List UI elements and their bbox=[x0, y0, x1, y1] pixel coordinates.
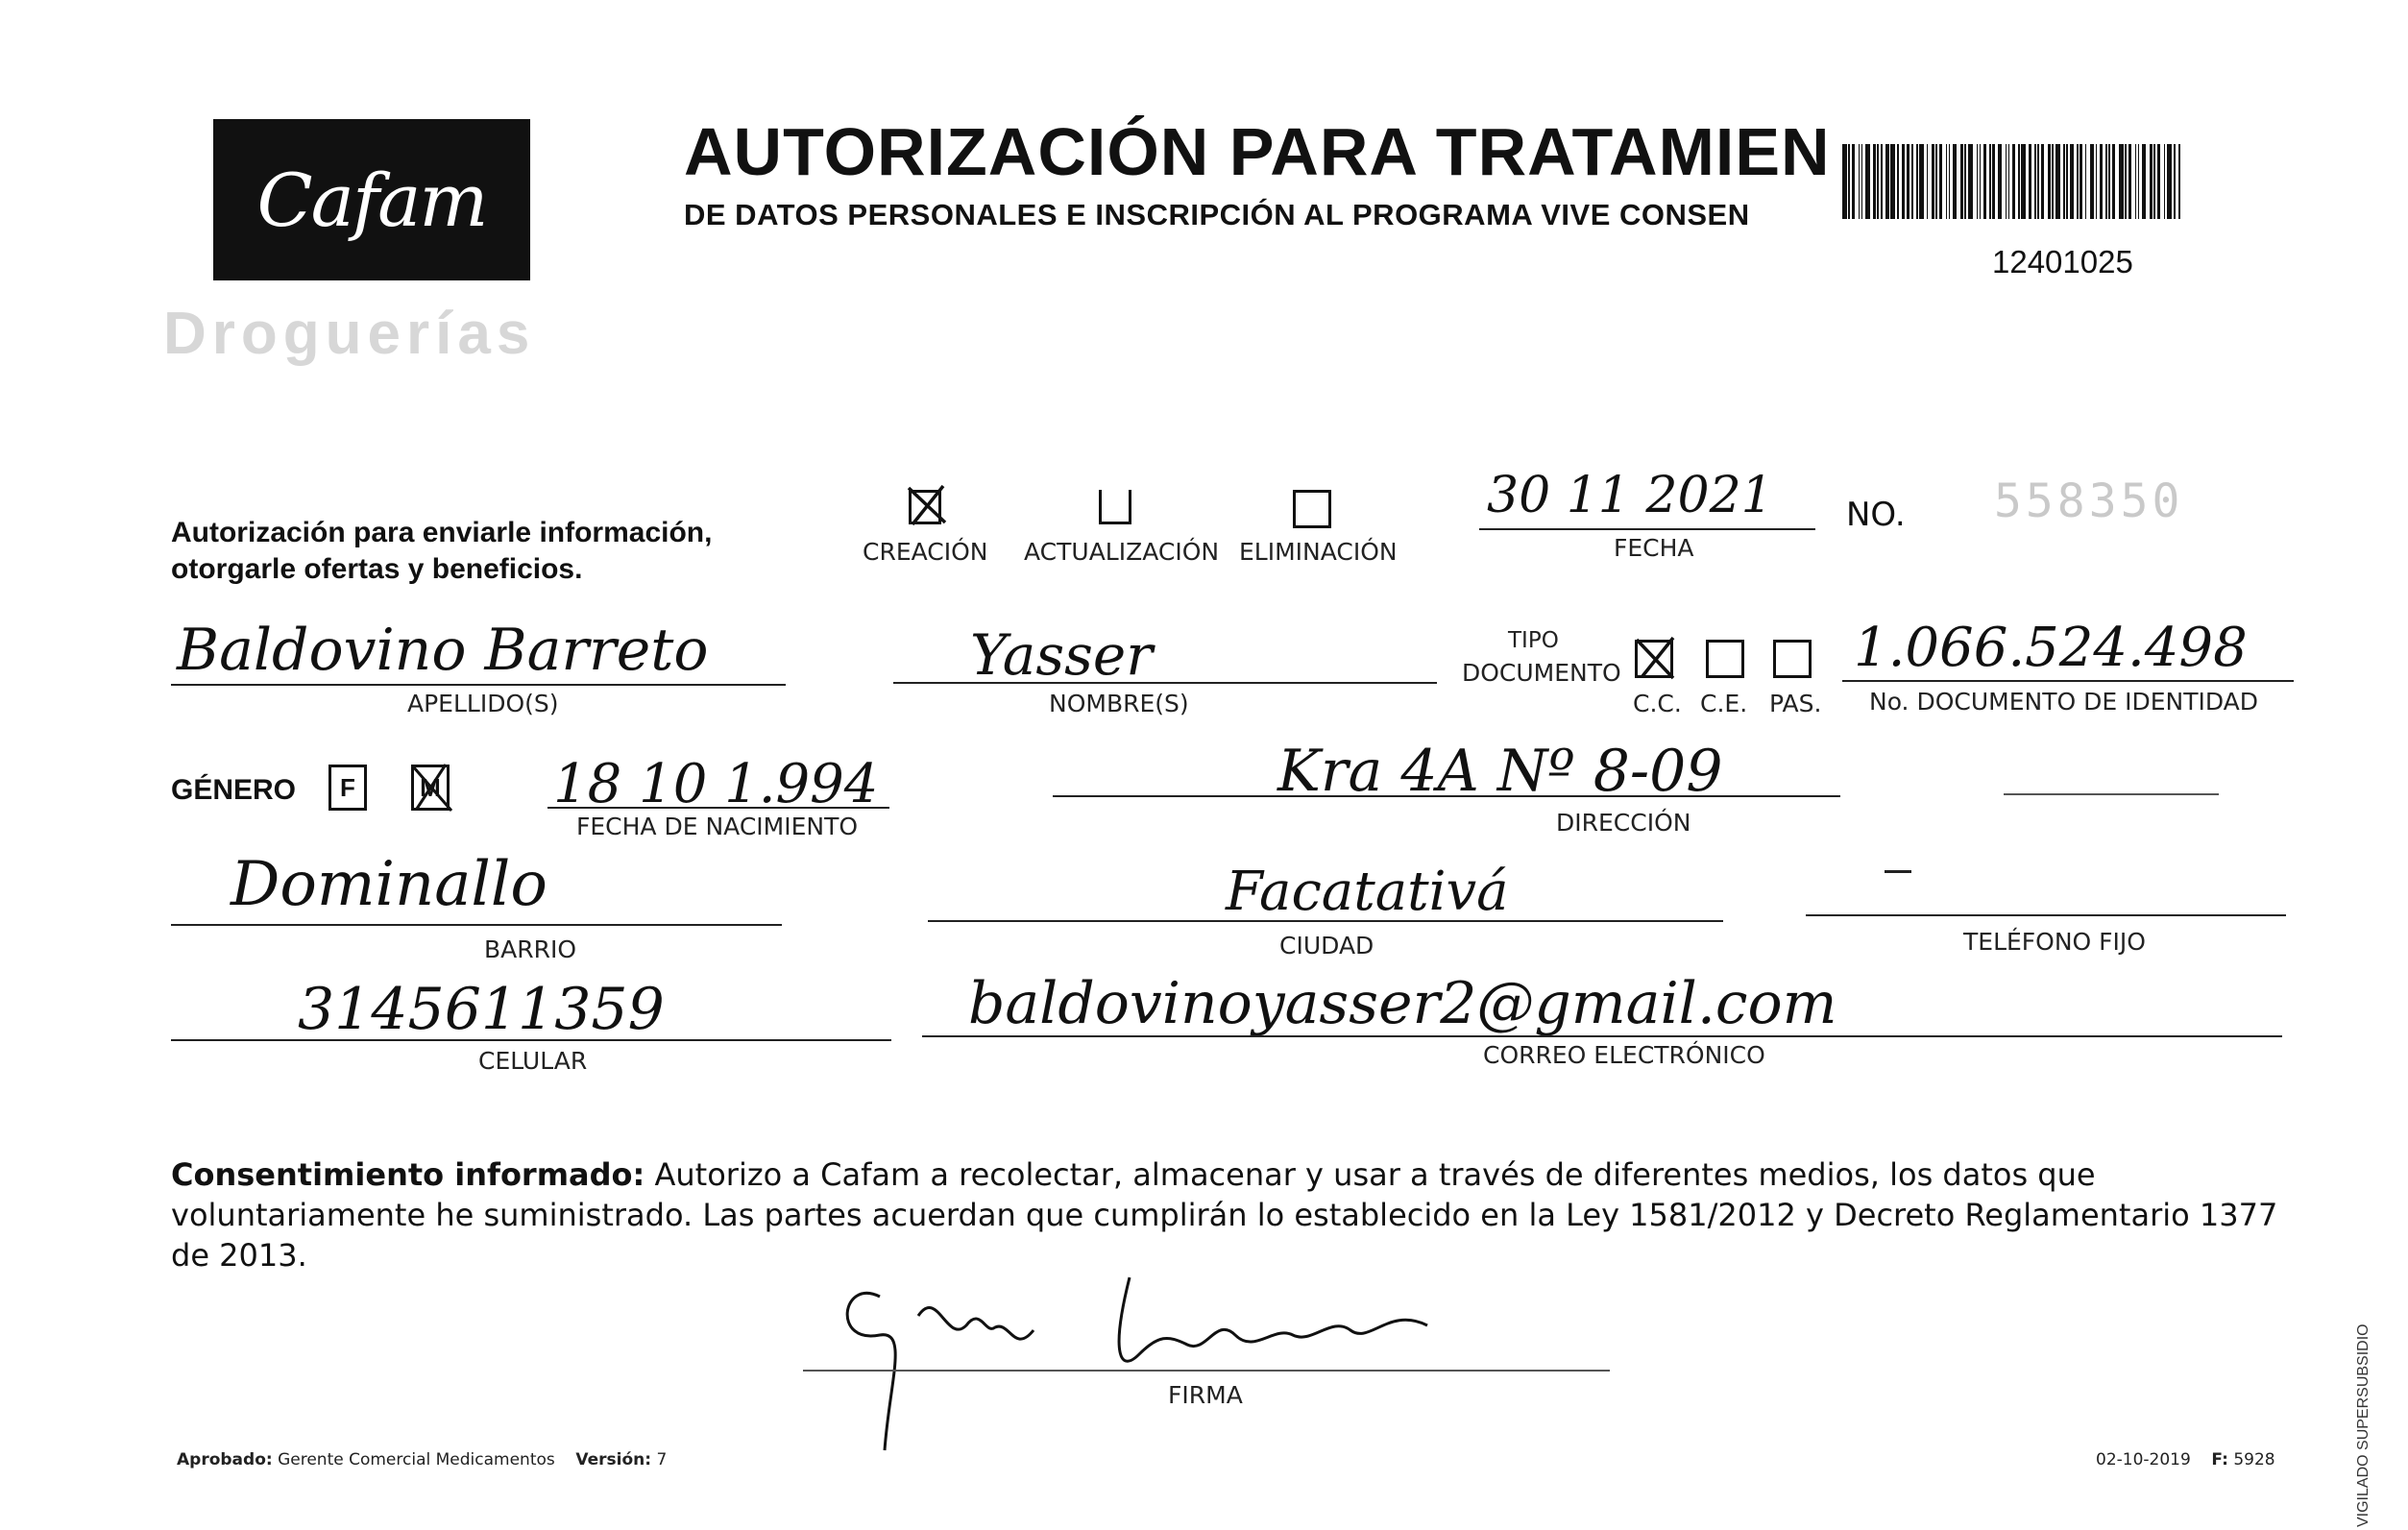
documento-tipo-label: DOCUMENTO bbox=[1462, 659, 1621, 687]
barcode-bar bbox=[2063, 144, 2065, 219]
nombres-label: NOMBRE(S) bbox=[1049, 690, 1189, 717]
cafam-logo: Cafam bbox=[213, 119, 530, 280]
barcode-bar bbox=[2105, 144, 2107, 219]
nacimiento-line bbox=[547, 807, 889, 809]
footer-version-label: Versión: bbox=[575, 1450, 652, 1469]
logo-subtitle: Droguerías bbox=[163, 301, 536, 367]
direccion-label: DIRECCIÓN bbox=[1556, 809, 1691, 837]
barcode-bar bbox=[1848, 144, 1850, 219]
genero-label: GÉNERO bbox=[171, 774, 297, 806]
correo-line bbox=[922, 1035, 2282, 1037]
ciudad-label: CIUDAD bbox=[1279, 932, 1374, 959]
footer-right bbox=[2096, 1450, 2275, 1469]
barcode-bar bbox=[2080, 144, 2082, 219]
barcode-bar bbox=[1989, 144, 1991, 219]
checkbox-eliminacion[interactable] bbox=[1293, 490, 1331, 528]
barcode-bar bbox=[2167, 144, 2172, 219]
barcode-bar bbox=[1977, 144, 1979, 219]
barcode-bar bbox=[1927, 144, 1929, 219]
documento-line bbox=[1842, 680, 2294, 682]
barcode-bar bbox=[2085, 144, 2087, 219]
barcode-bar bbox=[2153, 144, 2155, 219]
signature-drawing bbox=[822, 1239, 1495, 1469]
barcode-bar bbox=[2090, 144, 2095, 219]
barcode-number: 12401025 bbox=[1992, 244, 2133, 279]
direccion-line bbox=[1053, 795, 1840, 797]
footer-aprobado-value: Gerente Comercial Medicamentos bbox=[278, 1450, 555, 1469]
barcode-bar bbox=[2096, 144, 2098, 219]
label-pas: PAS. bbox=[1769, 690, 1822, 717]
apellidos-line bbox=[171, 684, 786, 686]
barcode-bar bbox=[2178, 144, 2180, 219]
label-cc: C.C. bbox=[1633, 690, 1682, 717]
correo-value: baldovinoyasser2@gmail.com bbox=[968, 970, 1837, 1037]
barcode-bar bbox=[2125, 144, 2127, 219]
intro-line-1: Autorización para enviarle información, bbox=[171, 517, 713, 548]
barcode-bar bbox=[1890, 144, 1895, 219]
barcode-bar bbox=[1949, 144, 1951, 219]
barcode-bar bbox=[1916, 144, 1918, 219]
nombres-value: Yasser bbox=[970, 622, 1153, 688]
barcode-bar bbox=[1992, 144, 1995, 219]
barcode-bar bbox=[1842, 144, 1847, 219]
barcode-bar bbox=[2037, 144, 2039, 219]
barcode-bar bbox=[2138, 144, 2140, 219]
telefono-dash bbox=[1885, 870, 1911, 873]
direccion-value: Kra 4A Nº 8-09 bbox=[1277, 738, 1723, 805]
ciudad-line bbox=[928, 920, 1723, 922]
side-note: VIGILADO SUPERSUBSIDIO bbox=[2355, 1324, 2372, 1527]
apellidos-label: APELLIDO(S) bbox=[407, 690, 559, 717]
barcode-bar bbox=[1865, 144, 1870, 219]
barcode-bar bbox=[2008, 144, 2010, 219]
barcode-bar bbox=[2006, 144, 2007, 219]
genero-f-label: F bbox=[340, 772, 355, 802]
label-ce: C.E. bbox=[1700, 690, 1748, 717]
barcode-bar bbox=[1885, 144, 1888, 219]
barcode-bar bbox=[1907, 144, 1909, 219]
barcode-bar bbox=[2100, 144, 2103, 219]
barcode-bar bbox=[2150, 144, 2153, 219]
nacimiento-label: FECHA DE NACIMIENTO bbox=[576, 813, 859, 840]
celular-line bbox=[171, 1039, 891, 1041]
telefono-label: TELÉFONO FIJO bbox=[1963, 928, 2146, 956]
checkbox-ce[interactable] bbox=[1706, 640, 1744, 678]
barcode-bar bbox=[2048, 144, 2051, 219]
barrio-line bbox=[171, 924, 782, 926]
barcode-bar bbox=[1902, 144, 1905, 219]
footer-date: 02-10-2019 bbox=[2096, 1450, 2191, 1469]
checkbox-creacion-mark bbox=[903, 480, 951, 528]
barcode-bar bbox=[1911, 144, 1913, 219]
tipo-label: TIPO bbox=[1508, 628, 1559, 653]
label-eliminacion: ELIMINACIÓN bbox=[1239, 538, 1398, 566]
barcode-bar bbox=[2052, 144, 2054, 219]
genero-m-mark bbox=[407, 761, 455, 814]
barcode-bar bbox=[1939, 144, 1942, 219]
footer-aprobado bbox=[177, 1450, 667, 1469]
barcode-bar bbox=[1998, 144, 2003, 219]
barcode-bar bbox=[2128, 144, 2131, 219]
barcode-bar bbox=[2174, 144, 2176, 219]
footer-aprobado-label: Aprobado: bbox=[177, 1450, 273, 1469]
consent-lead: Consentimiento informado: bbox=[171, 1156, 645, 1193]
form-title: AUTORIZACIÓN PARA TRATAMIEN bbox=[684, 114, 1831, 189]
barcode-bar bbox=[2112, 144, 2115, 219]
celular-label: CELULAR bbox=[478, 1047, 588, 1075]
barcode-bar bbox=[1873, 144, 1876, 219]
barcode-bar bbox=[2041, 144, 2044, 219]
footer-form-value: 5928 bbox=[2233, 1450, 2275, 1469]
apellidos-value: Baldovino Barreto bbox=[177, 617, 709, 684]
barcode-bar bbox=[2142, 144, 2147, 219]
barcode-bar bbox=[1919, 144, 1924, 219]
date-value: 30 11 2021 bbox=[1487, 467, 1773, 524]
barcode-bar bbox=[1935, 144, 1937, 219]
celular-value: 3145611359 bbox=[298, 976, 665, 1043]
barcode-bar bbox=[2070, 144, 2073, 219]
barcode-bar bbox=[1960, 144, 1963, 219]
barcode-bar bbox=[2108, 144, 2110, 219]
barcode-bar bbox=[2021, 144, 2026, 219]
correo-label: CORREO ELECTRÓNICO bbox=[1483, 1041, 1765, 1069]
date-label: FECHA bbox=[1614, 534, 1694, 562]
barrio-value: Dominallo bbox=[231, 849, 547, 920]
barcode-bar bbox=[1953, 144, 1958, 219]
barcode-bar bbox=[2055, 144, 2060, 219]
footer-version-value: 7 bbox=[656, 1450, 668, 1469]
signature-label: FIRMA bbox=[1168, 1381, 1243, 1409]
nacimiento-value: 18 10 1.994 bbox=[553, 753, 879, 815]
barcode-bar bbox=[1946, 144, 1948, 219]
ciudad-value: Facatativá bbox=[1226, 861, 1509, 923]
barcode-bar bbox=[2119, 144, 2124, 219]
consent-text: Autorizo a Cafam a recolectar, almacenar y usar a través de diferentes medios, los datos que voluntariamente he suministrado. Las partes acuerdan que cumplirán lo establecido en la Ley 1581/2012 y Decreto Reglamentario 1377 de 2013. bbox=[171, 1156, 2278, 1274]
barcode bbox=[1842, 144, 2226, 219]
barcode-bar bbox=[2066, 144, 2068, 219]
barcode-bar bbox=[2018, 144, 2020, 219]
signature-line bbox=[803, 1370, 1610, 1372]
barcode-bar bbox=[2029, 144, 2031, 219]
barcode-bar bbox=[1980, 144, 1982, 219]
barcode-bar bbox=[2157, 144, 2160, 219]
nombres-line bbox=[893, 682, 1437, 684]
barcode-bar bbox=[2034, 144, 2036, 219]
barcode-bar bbox=[1881, 144, 1883, 219]
label-creacion: CREACIÓN bbox=[863, 538, 988, 566]
documento-label: No. DOCUMENTO DE IDENTIDAD bbox=[1869, 688, 2259, 716]
barcode-bar bbox=[1983, 144, 1986, 219]
extra-line bbox=[2004, 793, 2219, 795]
number-label: NO. bbox=[1846, 496, 1906, 534]
intro-line-2: otorgarle ofertas y beneficios. bbox=[171, 553, 583, 585]
barrio-label: BARRIO bbox=[484, 935, 577, 963]
barcode-bar bbox=[1877, 144, 1879, 219]
label-actualizacion: ACTUALIZACIÓN bbox=[1024, 538, 1220, 566]
date-line bbox=[1479, 528, 1815, 530]
barcode-bar bbox=[1932, 144, 1934, 219]
barcode-bar bbox=[2164, 144, 2166, 219]
form-subtitle: DE DATOS PERSONALES E INSCRIPCIÓN AL PROGRAMA VIVE CONSEN bbox=[684, 198, 1750, 231]
documento-value: 1.066.524.498 bbox=[1854, 617, 2248, 679]
checkbox-pas[interactable] bbox=[1773, 640, 1812, 678]
checkbox-cc-mark bbox=[1631, 634, 1679, 682]
barcode-bar bbox=[1964, 144, 1966, 219]
footer-form-label: F: bbox=[2211, 1450, 2228, 1469]
barcode-bar bbox=[1897, 144, 1899, 219]
barcode-bar bbox=[2135, 144, 2137, 219]
barcode-bar bbox=[2012, 144, 2015, 219]
genero-m-label: M bbox=[420, 772, 441, 802]
genero-f-box[interactable] bbox=[328, 765, 367, 811]
barcode-bar bbox=[1859, 144, 1861, 219]
barcode-bar bbox=[1968, 144, 1973, 219]
checkbox-actualizacion[interactable] bbox=[1099, 490, 1131, 524]
telefono-line bbox=[1806, 914, 2286, 916]
barcode-bar bbox=[2077, 144, 2079, 219]
form-number: 558350 bbox=[1994, 474, 2184, 528]
barcode-bar bbox=[1861, 144, 1863, 219]
intro-text bbox=[171, 515, 712, 588]
barcode-bar bbox=[1852, 144, 1855, 219]
